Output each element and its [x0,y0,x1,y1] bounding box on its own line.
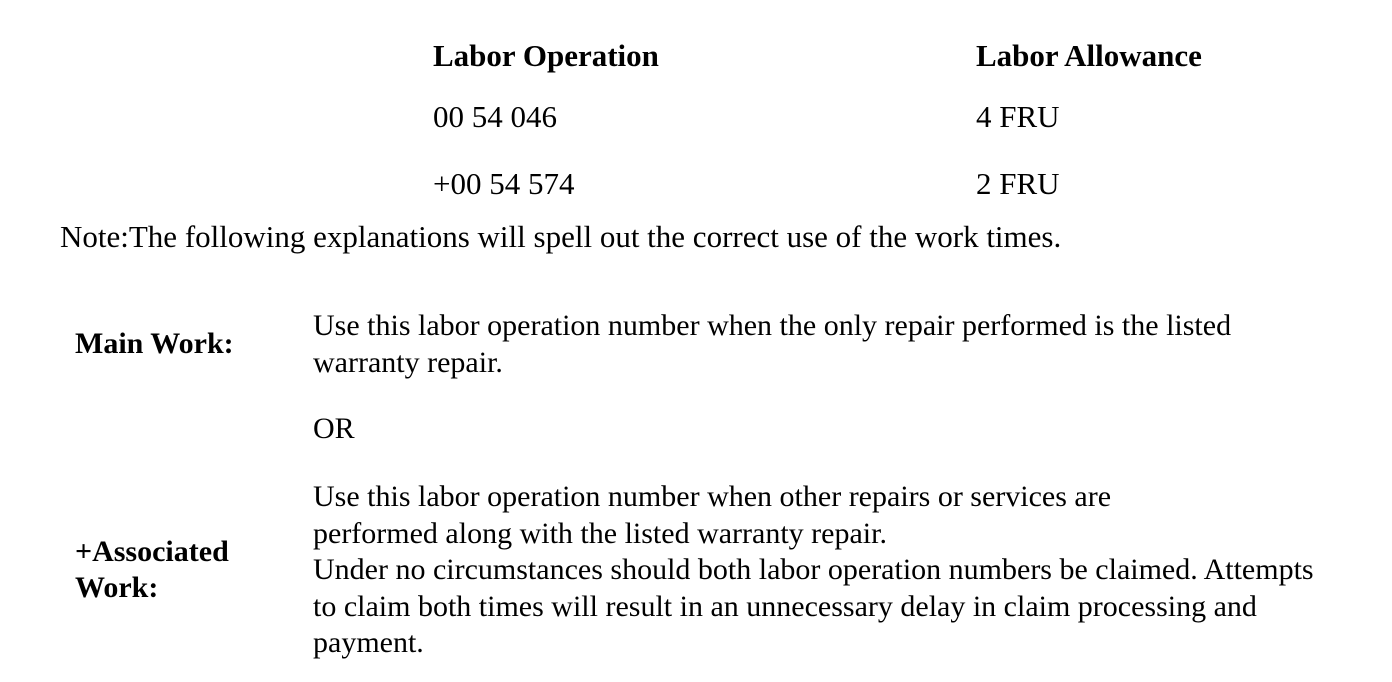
note-text: Note:The following explanations will spell out the correct use of the work times. [60,219,1062,254]
associated-work-description [313,479,1323,662]
associated-work-label-line1: +Associated [75,535,229,568]
or-separator: OR [313,412,355,445]
labor-allowance-header: Labor Allowance [976,38,1202,73]
labor-operation-header: Labor Operation [433,38,659,73]
associated-work-text: Use this labor operation number when other repairs or services are performed along with the listed warranty repair. [313,480,1112,550]
associated-work-warning: Under no circumstances should both labor operation numbers be claimed. Attempts to claim both times will result in an unnecessary delay in claim processing and payment. [313,553,1314,659]
table-row-2-allowance: 2 FRU [976,166,1060,201]
main-work-description: Use this labor operation number when the only repair performed is the listed warranty repair. [313,309,1232,379]
associated-work-label-line2: Work: [75,571,159,604]
table-row-1-allowance: 4 FRU [976,99,1060,134]
main-work-label: Main Work: [75,327,234,360]
table-row-2-operation: +00 54 574 [433,166,575,201]
associated-work-label [75,534,229,606]
table-row-1-operation: 00 54 046 [433,99,557,134]
